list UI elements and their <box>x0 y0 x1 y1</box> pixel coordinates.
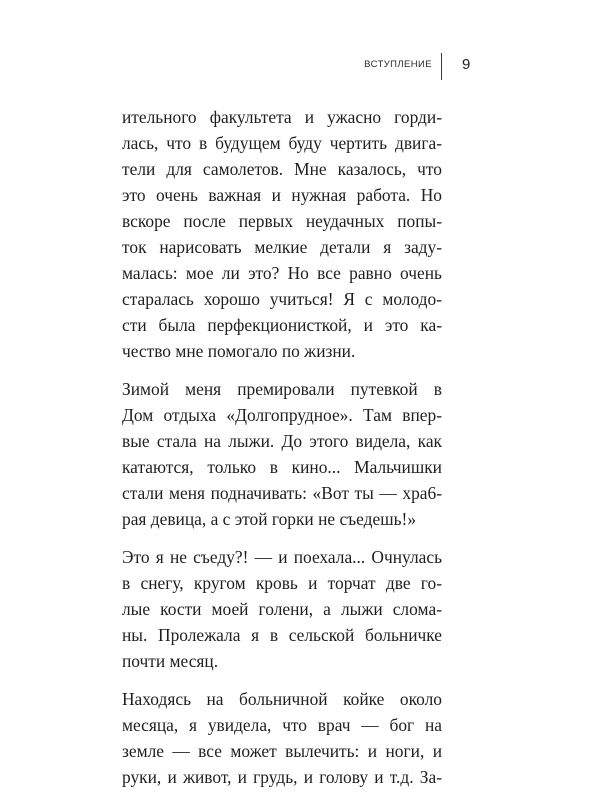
text-line: чество мне помогало по жизни. <box>122 341 356 361</box>
page-number: 9 <box>462 56 471 73</box>
text-line: сти была перфекционисткой, и это ка- <box>122 315 442 335</box>
text-line: ток нарисовать мелкие детали я заду- <box>122 237 442 257</box>
text-line: Это я не съеду?! — и поехала... Очнулась <box>122 547 442 567</box>
text-line: катаются, только в кино... Мальчишки <box>122 457 442 477</box>
text-line: лые кости моей голени, а лыжи сломa- <box>122 599 442 619</box>
body-text <box>122 104 442 802</box>
running-header <box>0 53 600 83</box>
paragraph-4 <box>122 686 442 790</box>
paragraph-1 <box>122 104 442 364</box>
header-divider <box>441 53 442 80</box>
text-line: старалась хорошо учиться! Я с молодо- <box>122 289 442 309</box>
text-line: Зимой меня премировали путевкой в <box>122 379 442 399</box>
text-line: тели для самолетов. Мне казалось, что <box>122 159 442 179</box>
section-title: ВСТУПЛЕНИЕ <box>364 59 432 70</box>
text-line: ительного факультета и ужасно горди- <box>122 107 442 127</box>
text-line: малась: мое ли это? Но все равно очень <box>122 263 442 283</box>
paragraph-3 <box>122 544 442 674</box>
text-line: вые стала на лыжи. До этого видела, как <box>122 431 442 451</box>
text-line: вскоре после первых неудачных попы- <box>122 211 442 231</box>
text-line: ны. Пролежала я в сельской больничке <box>122 625 442 645</box>
text-line: Дом отдыха «Долгопрудное». Там впер- <box>122 405 442 425</box>
text-line: Находясь на больничной койке около <box>122 689 442 709</box>
text-line: руки, и живот, и грудь, и голову и т.д. За- <box>122 767 442 787</box>
text-line: лась, что в будущем буду чертить двига- <box>122 133 442 153</box>
text-line: рая девица, а с этой горки не съедешь!» <box>122 509 417 529</box>
text-line: это очень важная и нужная работа. Но <box>122 185 442 205</box>
text-line: почти месяц. <box>122 651 219 671</box>
text-line: стали меня подначивать: «Вот ты — хра6- <box>122 483 442 503</box>
text-line: в снегу, кругом кровь и торчат две го- <box>122 573 442 593</box>
paragraph-2 <box>122 376 442 532</box>
text-line: земле — все может вылечить: и ноги, и <box>122 741 442 761</box>
text-line: месяца, я увидела, что врач — бог на <box>122 715 442 735</box>
